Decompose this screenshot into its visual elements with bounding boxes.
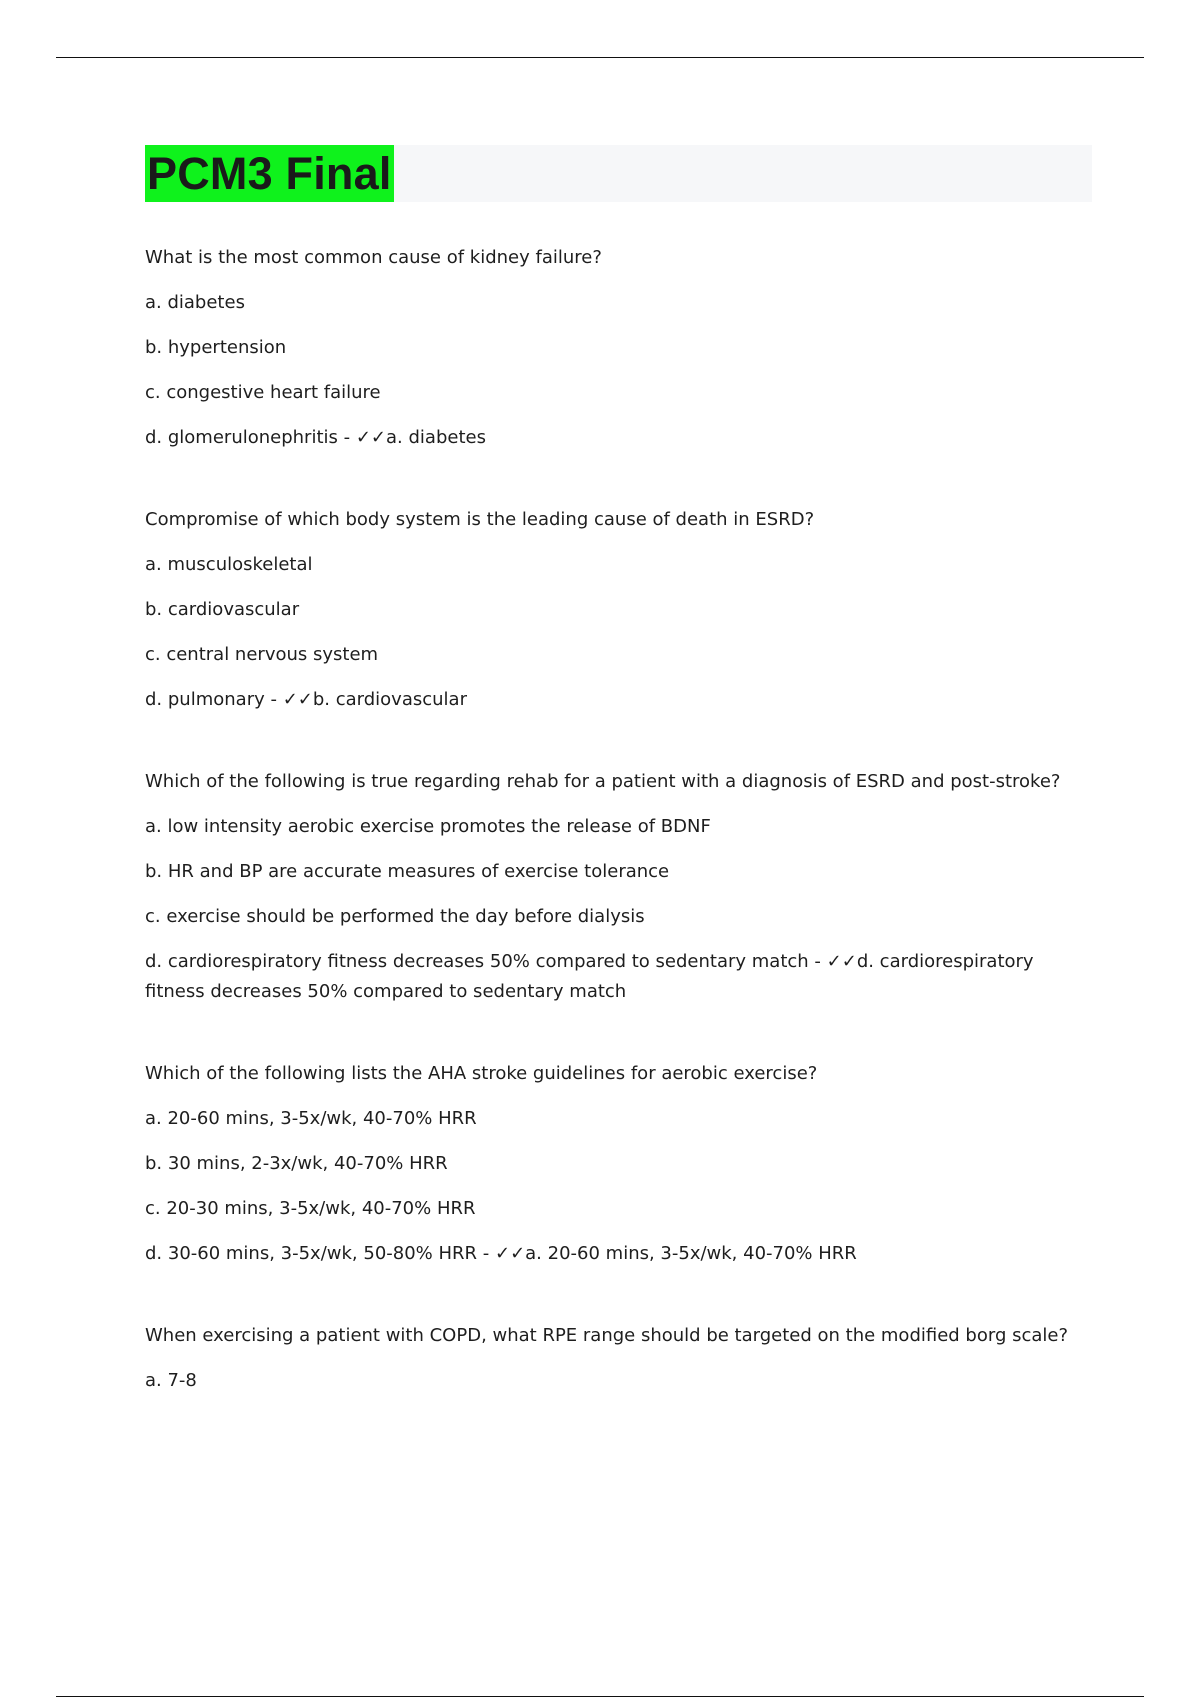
question-block	[145, 1321, 1095, 1396]
option-c: c. exercise should be performed the day before dialysis	[145, 906, 645, 927]
option-b: b. hypertension	[145, 337, 287, 358]
option-a: a. musculoskeletal	[145, 554, 313, 575]
double-check-icon: ✓✓	[355, 427, 387, 448]
option-b: b. cardiovascular	[145, 599, 300, 620]
question-block	[145, 1059, 1095, 1269]
option-d: d. 30-60 mins, 3-5x/wk, 50-80% HRR -	[145, 1243, 495, 1264]
option-d: d. glomerulonephritis -	[145, 427, 356, 448]
question-text: What is the most common cause of kidney failure?	[145, 247, 602, 268]
question-text: Which of the following is true regarding rehab for a patient with a diagnosis of ESRD and post-stroke?	[145, 771, 1061, 792]
answer-text: b. cardiovascular	[312, 689, 467, 710]
title-bar	[145, 145, 1092, 202]
question-block	[145, 505, 1095, 715]
question-block	[145, 767, 1095, 1007]
answer-text: a. 20-60 mins, 3-5x/wk, 40-70% HRR	[525, 1243, 857, 1264]
option-b: b. HR and BP are accurate measures of exercise tolerance	[145, 861, 670, 882]
question-block	[145, 243, 1095, 453]
option-b: b. 30 mins, 2-3x/wk, 40-70% HRR	[145, 1153, 448, 1174]
answer-text: d. cardiorespiratory fitness decreases 50% compared to sedentary match	[145, 951, 1034, 1002]
document-title: PCM3 Final	[145, 145, 394, 202]
question-text: When exercising a patient with COPD, what RPE range should be targeted on the modified borg scale?	[145, 1325, 1069, 1346]
option-d-with-answer	[145, 1239, 1095, 1269]
option-d-with-answer	[145, 423, 1095, 453]
footer-rule	[56, 1696, 1144, 1697]
option-d-with-answer	[145, 685, 1095, 715]
option-c: c. congestive heart failure	[145, 382, 381, 403]
option-d: d. cardiorespiratory fitness decreases 50% compared to sedentary match -	[145, 951, 827, 972]
answer-text: a. diabetes	[386, 427, 486, 448]
question-text: Which of the following lists the AHA stroke guidelines for aerobic exercise?	[145, 1063, 818, 1084]
header-rule	[56, 57, 1144, 58]
double-check-icon: ✓✓	[282, 689, 313, 710]
option-c: c. central nervous system	[145, 644, 379, 665]
option-a: a. 7-8	[145, 1370, 197, 1391]
option-c: c. 20-30 mins, 3-5x/wk, 40-70% HRR	[145, 1198, 476, 1219]
option-d-with-answer	[145, 947, 1095, 1007]
question-list	[145, 243, 1095, 1448]
double-check-icon: ✓✓	[494, 1243, 526, 1264]
option-a: a. low intensity aerobic exercise promotes the release of BDNF	[145, 816, 711, 837]
option-d: d. pulmonary -	[145, 689, 283, 710]
option-a: a. 20-60 mins, 3-5x/wk, 40-70% HRR	[145, 1108, 477, 1129]
question-text: Compromise of which body system is the leading cause of death in ESRD?	[145, 509, 815, 530]
option-a: a. diabetes	[145, 292, 245, 313]
double-check-icon: ✓✓	[826, 951, 857, 972]
